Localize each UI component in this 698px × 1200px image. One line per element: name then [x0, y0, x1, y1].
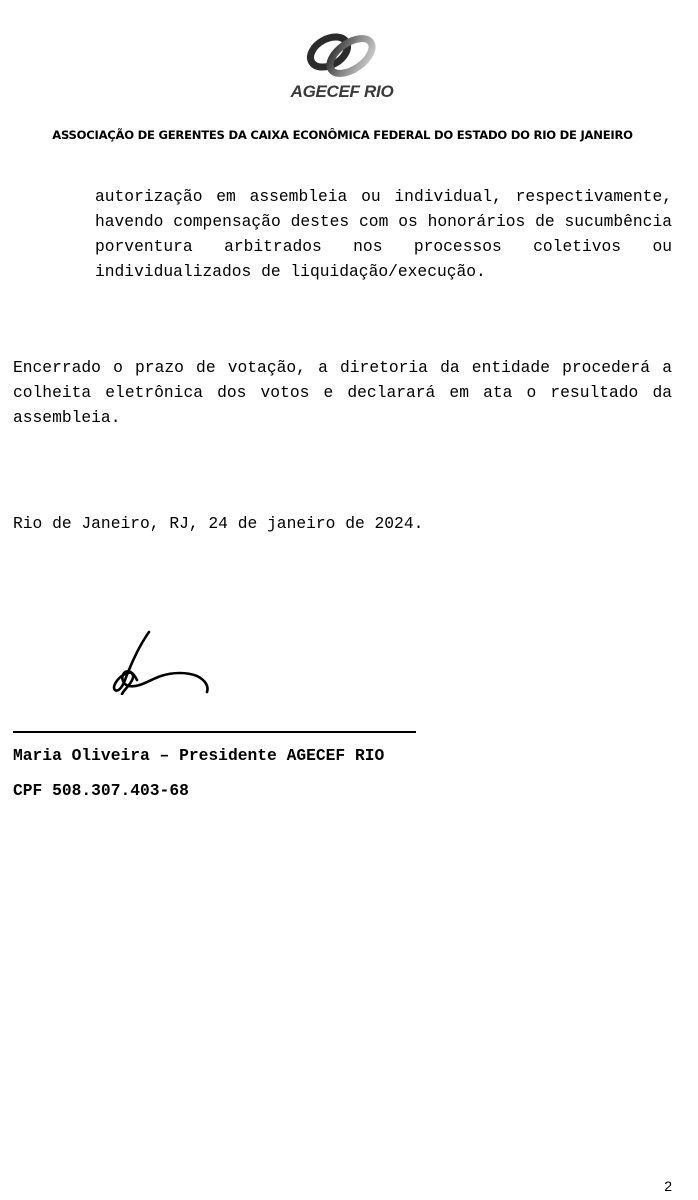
body-paragraph-2: Encerrado o prazo de votação, a diretoria da entidade procederá a colheita eletrônica dos votos e declarará em ata o resultado da assembleia. — [13, 358, 672, 427]
organization-title: ASSOCIAÇÃO DE GERENTES DA CAIXA ECONÔMICA FEDERAL DO ESTADO DO RIO DE JANEIRO — [52, 128, 633, 142]
date-line: Rio de Janeiro, RJ, 24 de janeiro de 2024. — [13, 514, 424, 533]
signature-icon — [91, 620, 217, 695]
signature-line — [13, 731, 416, 733]
agecef-logo — [283, 22, 401, 104]
signer-name-title: Maria Oliveira – Presidente AGECEF RIO — [13, 746, 385, 765]
body-paragraph-1: autorização em assembleia ou individual, respectivamente, havendo compensação destes com os honorários de sucumbência porventura arbitrados nos processos coletivos ou individualizados de liquidação/execução. — [95, 187, 672, 281]
signer-cpf: CPF 508.307.403-68 — [13, 781, 189, 800]
handwritten-signature — [91, 620, 217, 695]
page-number: 2 — [664, 1178, 672, 1194]
logo-text: AGECEF RIO — [290, 82, 394, 101]
